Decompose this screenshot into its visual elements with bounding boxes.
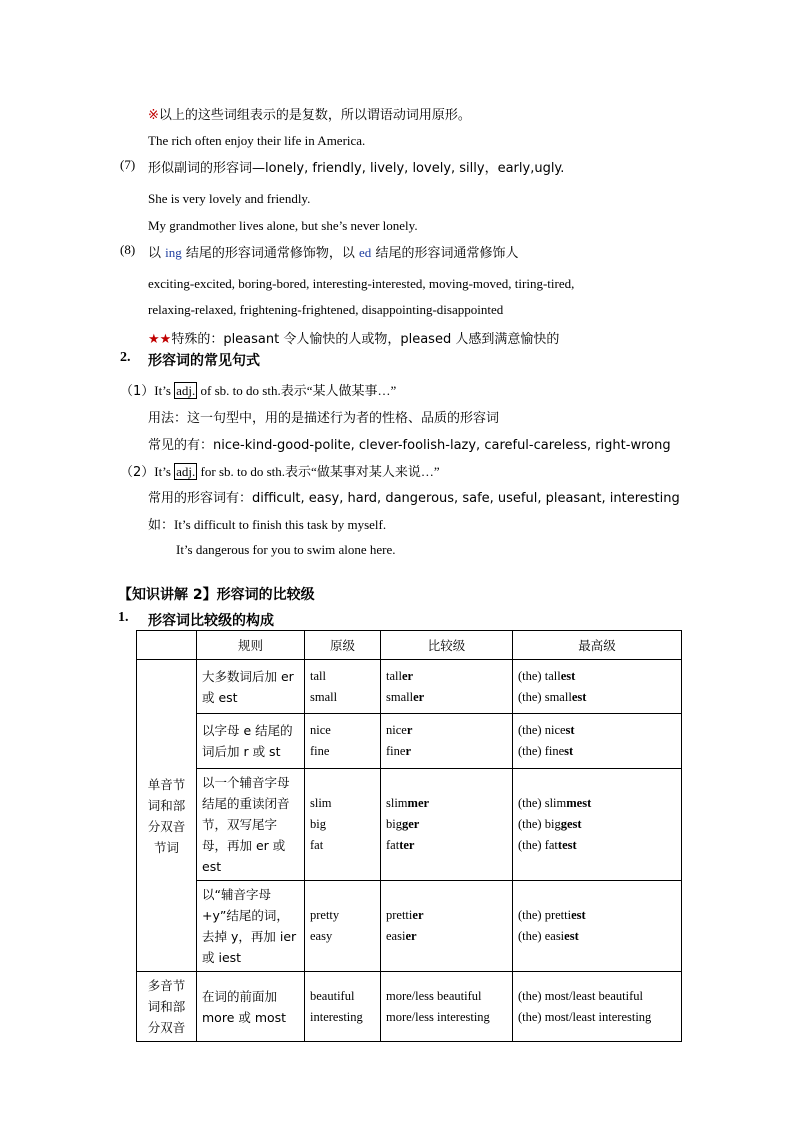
positive-cell: pretty easy [305, 881, 381, 972]
item8-number: (8) [120, 242, 136, 257]
comparative-cell: prettier easier [381, 881, 513, 972]
rule-cell: 以一个辅音字母结尾的重读闭音节，双写尾字母，再加 er 或 est [197, 769, 305, 881]
item8-text: 以 ing 结尾的形容词通常修饰物，以 ed 结尾的形容词通常修饰人 [148, 245, 519, 261]
section1-number: 1. [118, 610, 129, 625]
table-header-row [137, 631, 682, 660]
special-note: ★★特殊的：pleasant 令人愉快的人或物，pleased 人感到满意愉快的 [148, 332, 560, 347]
category-single-syllable: 单音节词和部分双音节词 [137, 660, 197, 972]
positive-cell: tall small [305, 660, 381, 714]
star-icon: ★★ [148, 332, 172, 347]
adj-box: adj. [176, 464, 196, 479]
section2-title: 形容词的常见句式 [148, 353, 260, 369]
header-empty [137, 631, 197, 660]
pairs-line1: exciting-excited, boring-bored, interesting-interested, moving-moved, tiring-tired, [148, 276, 575, 291]
pattern1: （1）It’s adj. of sb. to do sth.表示“某人做某事…” [120, 383, 397, 399]
superlative-cell: (the) slimmest (the) biggest (the) fattest [513, 769, 682, 881]
example7a: She is very lovely and friendly. [148, 191, 311, 206]
knowledge-title: 【知识讲解 2】形容词的比较级 [118, 587, 315, 603]
example7b: My grandmother lives alone, but she’s never lonely. [148, 218, 418, 233]
comparison-table [136, 630, 682, 1042]
superlative-cell: (the) prettiest (the) easiest [513, 881, 682, 972]
ed-suffix: ed [359, 245, 372, 260]
comparative-cell: nicer finer [381, 714, 513, 769]
pairs-line2: relaxing-relaxed, frightening-frightened, disappointing-disappointed [148, 302, 504, 317]
item7-number: (7) [120, 157, 136, 172]
header-rule: 规则 [197, 631, 305, 660]
usage1: 用法：这一句型中，用的是描述行为者的性格、品质的形容词 [148, 411, 500, 426]
section1-title: 形容词比较级的构成 [148, 613, 274, 629]
superlative-cell: (the) nicest (the) finest [513, 714, 682, 769]
positive-cell: beautiful interesting [305, 972, 381, 1042]
table-row [137, 714, 682, 769]
pattern2: （2）It’s adj. for sb. to do sth.表示“做某事对某人来说…” [120, 464, 440, 480]
table-row [137, 881, 682, 972]
rule-cell: 大多数词后加 er 或 est [197, 660, 305, 714]
table-row [137, 660, 682, 714]
comparative-cell: slimmer bigger fatter [381, 769, 513, 881]
rule-cell: 以字母 e 结尾的词后加 r 或 st [197, 714, 305, 769]
header-superlative: 最高级 [513, 631, 682, 660]
positive-cell: slim big fat [305, 769, 381, 881]
item7-text: 形似副词的形容词—lonely, friendly, lively, lovely, silly，early,ugly. [148, 161, 565, 176]
example-rich: The rich often enjoy their life in America. [148, 133, 366, 148]
comparative-cell: more/less beautiful more/less interesting [381, 972, 513, 1042]
superlative-cell: (the) tallest (the) smallest [513, 660, 682, 714]
category-multi-syllable: 多音节词和部分双音 [137, 972, 197, 1042]
rule-cell: 以“辅音字母+y”结尾的词，去掉 y，再加 ier 或 iest [197, 881, 305, 972]
table-row [137, 769, 682, 881]
comparative-cell: taller smaller [381, 660, 513, 714]
reference-mark-icon: ※ [148, 108, 159, 123]
rule-cell: 在词的前面加 more 或 most [197, 972, 305, 1042]
example2a: 如：It’s difficult to finish this task by myself. [148, 517, 387, 533]
common2: 常用的形容词有：difficult, easy, hard, dangerous, safe, useful, pleasant, interesting [148, 491, 680, 506]
note-plural: ※以上的这些词组表示的是复数，所以谓语动词用原形。 [148, 108, 471, 123]
section2-number: 2. [120, 350, 131, 365]
header-positive: 原级 [305, 631, 381, 660]
header-comparative: 比较级 [381, 631, 513, 660]
table-row [137, 972, 682, 1042]
ing-suffix: ing [165, 245, 182, 260]
positive-cell: nice fine [305, 714, 381, 769]
adj-box: adj. [176, 383, 196, 398]
common1: 常见的有：nice-kind-good-polite, clever-foolish-lazy, careful-careless, right-wrong [148, 438, 671, 453]
superlative-cell: (the) most/least beautiful (the) most/least interesting [513, 972, 682, 1042]
example2b: It’s dangerous for you to swim alone here. [176, 542, 396, 557]
